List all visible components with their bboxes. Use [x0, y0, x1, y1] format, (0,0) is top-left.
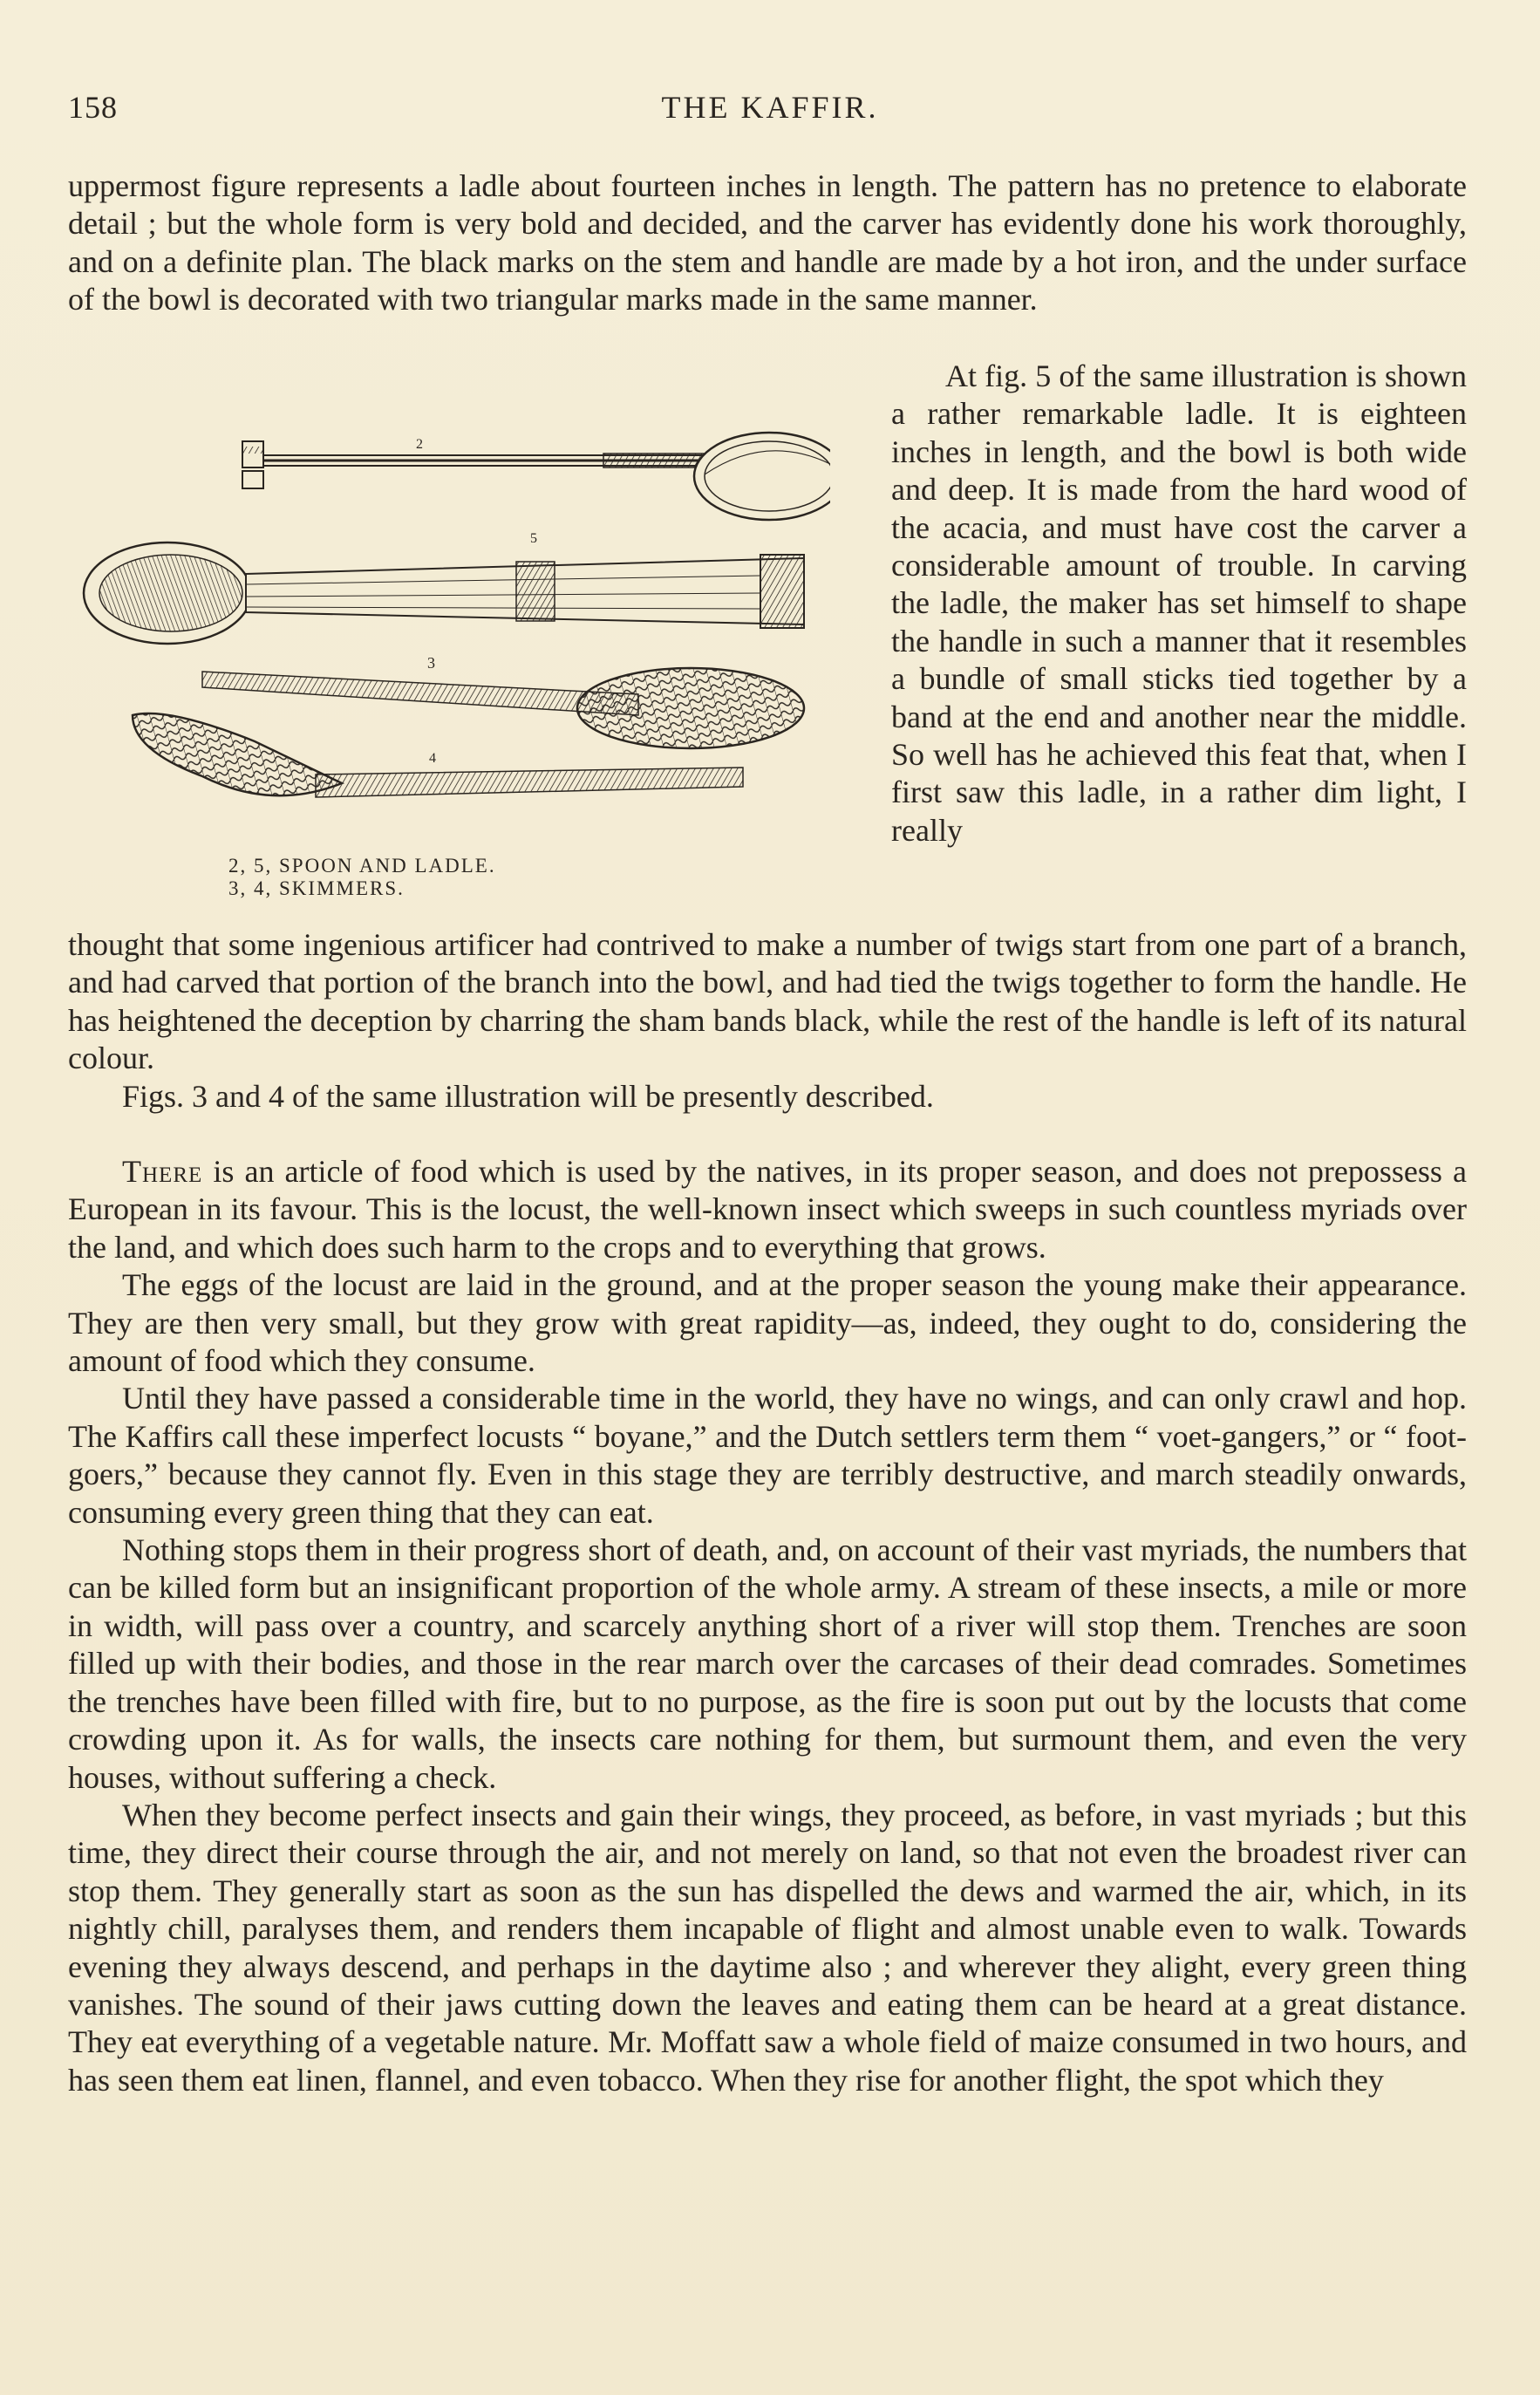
locust-paragraph-3: Until they have passed a considerable time in the world, they have no wings, and can only crawl and hop. The Kaffirs call these imperfect locusts “ boyane,” and the Dutch settlers term them “ voet-gangers,” or “ foot-goers,” because they cannot fly. Even in this stage they are terribly destructive, and march steadily onwards, consuming every green thing that they can eat. [68, 1381, 1467, 1530]
figs-note-paragraph [68, 1078, 1467, 1116]
locust-paragraph-1-text: is an article of food which is used by the natives, in its proper season, and does not prepossess a European in its favour. This is the locust, the well-known insect which sweeps in such countless myriads over the land, and which does such harm to the crops and to everything that grows. [68, 1154, 1467, 1265]
locust-paragraph-5: When they become perfect insects and gain their wings, they proceed, as before, in vast myriads ; but this time, they direct their course through the air, and not merely on land, so that not even the broadest river can stop them. They generally start as soon as the sun has dispelled the dews and warmed the air, which, in its nightly chill, paralyses them, and renders them incapable of flight and almost unable even to walk. Towards evening they always descend, and perhaps in the daytime also ; and wherever they alight, every green thing vanishes. The sound of their jaws cutting down the leaves and eating them can be heard at a great distance. They eat everything of a vegetable nature. Mr. Moffatt saw a whole field of maize consumed in two hours, and has seen them eat linen, flannel, and even tobacco. When they rise for another flight, the spot which they [68, 1797, 1467, 2098]
caption-line-1: 2, 5, SPOON AND LADLE. [228, 855, 496, 877]
running-head: THE KAFFIR. [661, 90, 879, 125]
locust-section [68, 1153, 1467, 2099]
fig-label-2: 2 [416, 437, 423, 452]
intro-paragraph-text: uppermost figure represents a ladle about fourteen inches in length. The pattern has no pretence to elaborate detail ; but the whole form is very bold and decided, and the carver has evidently done his work thoroughly, and on a definite plan. The black marks on the stem and handle are made by a hot iron, and the under surface of the bowl is decorated with two triangular marks made in the same manner. [68, 168, 1467, 317]
fig-label-5: 5 [530, 531, 537, 546]
ladle-paragraph-text: At fig. 5 of the same illustration is shown a rather remarkable ladle. It is eighteen inches in length, and the bowl is both wide and deep. It is made from the hard wood of the acacia, and must have cost the carver a considerable amount of trouble. In carving the ladle, the maker has set himself to shape the handle in such a manner that it resembles a bundle of small sticks tied together by a band at the end and another near the middle. So well has he achieved this feat that, when I first saw this ladle, in a rather dim light, I really [891, 358, 1467, 848]
ladle-paragraph-column [891, 358, 1467, 850]
page-number: 158 [68, 90, 118, 125]
fig-3-skimmer [202, 668, 804, 748]
fig-2-spoon [242, 433, 830, 520]
locust-paragraph-4: Nothing stops them in their progress short of death, and, on account of their vast myriads, the numbers that can be killed form but an insignificant proportion of the whole army. A stream of these insects, a mile or more in width, will pass over a country, and scarcely anything short of a river will stop them. Trenches are soon filled up with their bodies, and those in the rear march over the carcases of their dead comrades. Sometimes the trenches have been filled with fire, but to no purpose, as the fire is soon put out by the locusts that come crowding upon it. As for walls, the insects care nothing for them, but surmount them, and even the very houses, without suffering a check. [68, 1532, 1467, 1795]
fig-label-4: 4 [429, 751, 436, 766]
ladle-paragraph-continued [68, 926, 1467, 1078]
lead-word: There [122, 1154, 203, 1189]
fig-label-3: 3 [427, 654, 435, 672]
locust-paragraph-1 [68, 1153, 1467, 1266]
caption-line-2: 3, 4, SKIMMERS. [228, 877, 405, 899]
figs-note-text: Figs. 3 and 4 of the same illustration will be presently described. [122, 1079, 934, 1114]
page-header [68, 89, 1472, 127]
figure-caption [228, 855, 496, 900]
locust-paragraph-2: The eggs of the locust are laid in the ground, and at the proper season the young make their appearance. They are then very small, but they grow with great rapidity—as, indeed, they ought to do, considering the amount of food which they consume. [68, 1267, 1467, 1379]
ladle-paragraph-continued-text: thought that some ingenious artificer had contrived to make a number of twigs start from one part of a branch, and had carved that portion of the branch into the bowl, and had tied the twigs together to form the handle. He has heightened the deception by charring the sham bands black, while the rest of the handle is left of its natural colour. [68, 927, 1467, 1076]
intro-paragraph [68, 167, 1467, 319]
fig-5-ladle [84, 542, 804, 644]
